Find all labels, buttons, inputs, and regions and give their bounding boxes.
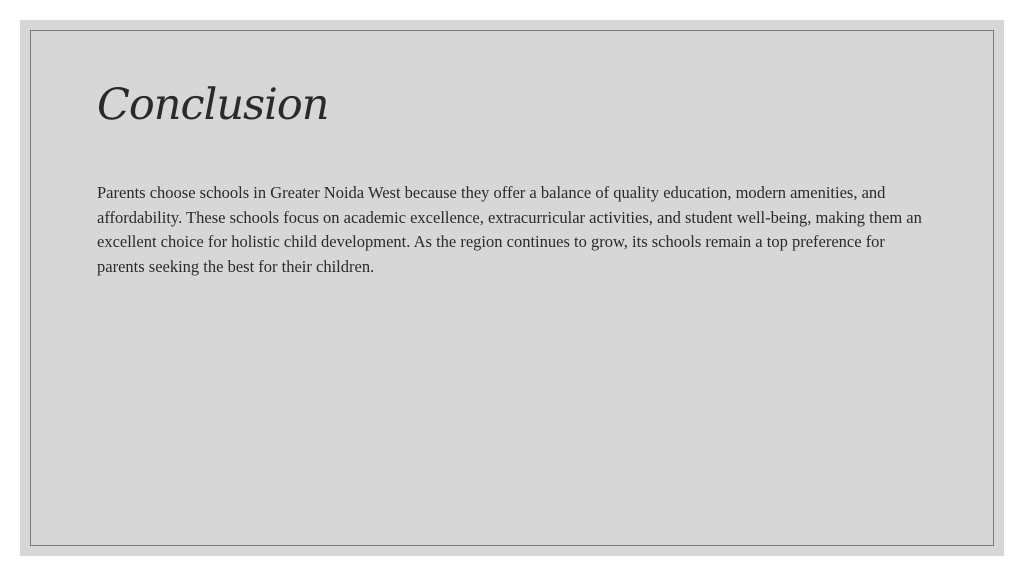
slide-title: Conclusion — [97, 80, 329, 130]
slide — [20, 20, 1004, 556]
slide-body-paragraph: Parents choose schools in Greater Noida West because they offer a balance of quality education, modern amenities, and affordability. These schools focus on academic excellence, extracurricular activities, and student well-being, making them an excellent choice for holistic child development. As the region continues to grow, its schools remain a top preference for parents seeking the best for their children. — [97, 183, 922, 276]
